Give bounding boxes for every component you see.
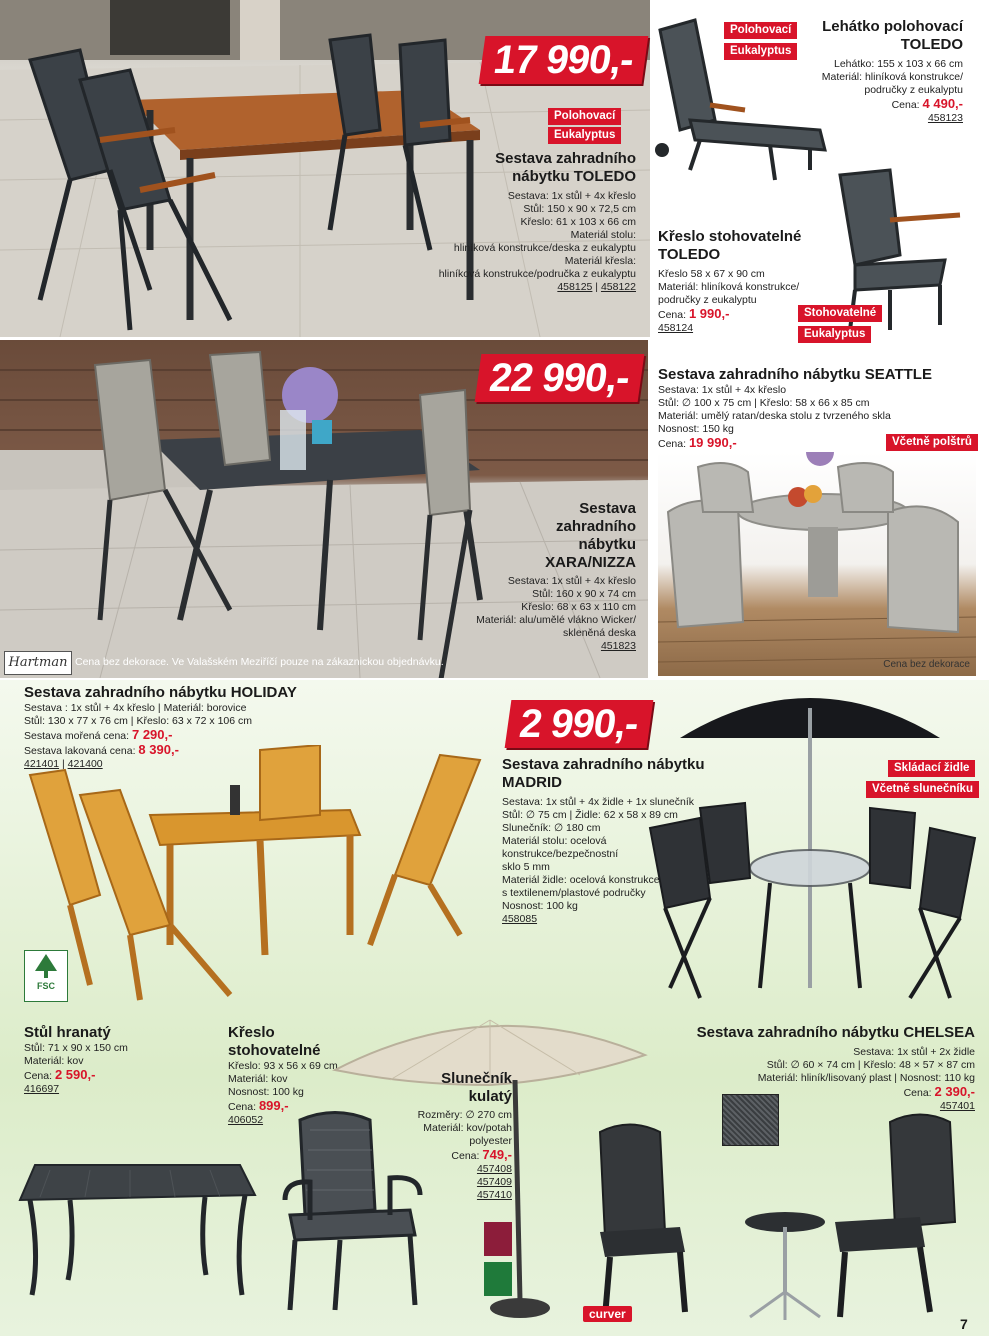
toledo-set-detail: hliníková konstrukce/područka z eukalyptu	[438, 268, 636, 280]
curver-logo: curver	[583, 1306, 632, 1322]
chair-title-1: Křeslo	[228, 1024, 275, 1041]
umbrella-code[interactable]: 457409	[476, 1176, 512, 1188]
holiday-price2: 8 390,-	[138, 742, 179, 757]
xara-price: 22 990,-	[475, 354, 645, 402]
chair-detail: Materiál: kov	[228, 1073, 288, 1085]
seattle-detail: Nosnost: 150 kg	[658, 423, 734, 435]
hartman-logo: Hartman	[4, 651, 72, 675]
toledo-set-detail: Materiál stolu:	[570, 229, 636, 241]
umbrella-code[interactable]: 457408	[476, 1163, 512, 1175]
toledo-chair-detail: područky z eukalyptu	[658, 294, 757, 306]
umbrella-title-2: kulatý	[468, 1088, 512, 1105]
chelsea-price-label: Cena:	[903, 1087, 932, 1099]
seattle-price-label: Cena:	[658, 438, 687, 450]
madrid-detail: Slunečník: ∅ 180 cm	[502, 822, 601, 834]
seattle-title: Sestava zahradního nábytku SEATTLE	[658, 366, 932, 383]
chelsea-code[interactable]: 457401	[939, 1100, 975, 1112]
umbrella-detail: polyester	[469, 1135, 512, 1147]
chelsea-title: Sestava zahradního nábytku CHELSEA	[696, 1024, 975, 1041]
umbrella-swatch-burgundy[interactable]	[484, 1222, 512, 1256]
toledo-set-text: Sestava zahradního nábytku TOLEDO Sestava: 1x stůl + 4x křeslo Stůl: 150 x 90 x 72,5 cm Křeslo: 61 x 103 x 66 cm Materiál stolu: hliníková konstrukce/deska z eukalyptu Materiál křesla: hliníková konstrukce/područka z eukalyptu 458125 | 458122	[390, 150, 636, 294]
holiday-detail: Stůl: 130 x 77 x 76 cm | Křeslo: 63 x 72 x 106 cm	[24, 715, 253, 727]
madrid-photo	[640, 668, 985, 1018]
xara-detail: Sestava: 1x stůl + 4x křeslo	[507, 575, 636, 587]
holiday-price1: 7 290,-	[131, 727, 173, 742]
toledo-set-price: 17 990,-	[479, 36, 649, 84]
xara-title: nábytku	[578, 536, 636, 553]
chair-price: 899,-	[258, 1098, 289, 1113]
xara-title: zahradního	[555, 518, 636, 535]
toledo-set-tag-reclining: Polohovací	[548, 108, 621, 125]
fsc-label: FSC	[37, 981, 55, 991]
holiday-price2-label: Sestava lakovaná cena:	[24, 745, 136, 757]
madrid-detail: Stůl: ∅ 75 cm | Židle: 62 x 58 x 89 cm	[502, 809, 678, 821]
seattle-detail: Sestava: 1x stůl + 4x křeslo	[658, 384, 787, 396]
toledo-set-title-2: nábytku TOLEDO	[512, 168, 636, 185]
page-number: 7	[960, 1316, 968, 1332]
table-price-label: Cena:	[24, 1070, 53, 1082]
holiday-photo	[20, 745, 500, 1005]
lounger-code[interactable]: 458123	[927, 112, 963, 124]
xara-detail: Stůl: 160 x 90 x 74 cm	[532, 588, 636, 600]
chair-detail: Křeslo: 93 x 56 x 69 cm	[228, 1060, 338, 1072]
seattle-tag-cushions: Včetně polštrů	[886, 434, 978, 451]
holiday-price1-label: Sestava mořená cena:	[24, 730, 130, 742]
seattle-note: Cena bez dekorace	[883, 659, 970, 670]
lounger-text	[760, 18, 963, 125]
lounger-detail: Materiál: hliníková konstrukce/	[821, 71, 963, 83]
umbrella-detail: Rozměry: ∅ 270 cm	[417, 1109, 512, 1121]
chelsea-price: 2 390,-	[934, 1084, 975, 1099]
toledo-set-detail: Sestava: 1x stůl + 4x křeslo	[507, 190, 636, 202]
chelsea-detail: Sestava: 1x stůl + 2x židle	[853, 1046, 975, 1058]
table-detail: Stůl: 71 x 90 x 150 cm	[24, 1042, 128, 1054]
chair-code[interactable]: 406052	[228, 1114, 264, 1126]
chelsea-detail: Materiál: hliník/lisovaný plast | Nosnost: 110 kg	[757, 1072, 975, 1084]
toledo-set-title-1: Sestava zahradního	[495, 150, 636, 167]
madrid-tag-folding: Skládací židle	[888, 760, 975, 777]
toledo-chair-code[interactable]: 458124	[658, 322, 694, 334]
toledo-set-code-1[interactable]: 458125	[557, 281, 593, 293]
toledo-chair-title-1: Křeslo stohovatelné	[658, 228, 802, 245]
xara-detail: skleněná deska	[563, 627, 636, 639]
toledo-set-tag-eucalyptus: Eukalyptus	[548, 127, 621, 144]
table-text	[24, 1024, 204, 1096]
chelsea-text	[600, 1024, 975, 1113]
lounger-title-2: TOLEDO	[900, 36, 963, 53]
madrid-detail: Materiál židle: ocelová konstrukce	[502, 874, 660, 886]
madrid-detail: sklo 5 mm	[502, 861, 550, 873]
madrid-tag-umbrella: Včetně slunečníku	[866, 781, 979, 798]
xara-title: XARA/NIZZA	[545, 554, 636, 571]
lounger-price-label: Cena:	[891, 99, 920, 111]
umbrella-price: 749,-	[482, 1147, 512, 1162]
umbrella-title-1: Slunečník	[441, 1070, 512, 1087]
umbrella-price-label: Cena:	[451, 1150, 480, 1162]
xara-detail: Křeslo: 68 x 63 x 110 cm	[521, 601, 636, 613]
lounger-detail: Lehátko: 155 x 103 x 66 cm	[834, 58, 963, 70]
lounger-tag-reclining: Polohovací	[724, 22, 797, 39]
madrid-detail: Sestava: 1x stůl + 4x židle + 1x slunečník	[502, 796, 695, 808]
madrid-code[interactable]: 458085	[502, 913, 538, 925]
xara-code[interactable]: 451823	[600, 640, 636, 652]
madrid-detail: s textilenem/plastové područky	[502, 887, 646, 899]
holiday-detail: Sestava : 1x stůl + 4x křeslo | Materiál: borovice	[24, 702, 247, 714]
xara-detail: Materiál: alu/umělé vlákno Wicker/	[476, 614, 636, 626]
toledo-chair-price: 1 990,-	[688, 306, 730, 321]
chair-title-2: stohovatelné	[228, 1042, 321, 1059]
chelsea-photo	[590, 1112, 975, 1322]
toledo-chair-price-label: Cena:	[658, 309, 687, 321]
chelsea-detail: Stůl: ∅ 60 × 74 cm | Křeslo: 48 × 57 × 87 cm	[766, 1059, 975, 1071]
xara-title: Sestava	[579, 500, 636, 517]
umbrella-swatch-green[interactable]	[484, 1262, 512, 1296]
toledo-set-detail: hliníková konstrukce/deska z eukalyptu	[453, 242, 636, 254]
holiday-code-1[interactable]: 421401	[24, 758, 60, 770]
lounger-price: 4 490,-	[922, 96, 963, 111]
umbrella-detail: Materiál: kov/potah	[423, 1122, 512, 1134]
table-price: 2 590,-	[54, 1067, 96, 1082]
table-code[interactable]: 416697	[24, 1083, 60, 1095]
madrid-title-2: MADRID	[502, 774, 562, 791]
madrid-title-1: Sestava zahradního nábytku	[502, 756, 705, 773]
lounger-detail: područky z eukalyptu	[864, 84, 963, 96]
seattle-detail: Materiál: umělý ratan/deska stolu z tvrzeného skla	[658, 410, 891, 422]
table-title: Stůl hranatý	[24, 1024, 111, 1041]
toledo-set-detail: Stůl: 150 x 90 x 72,5 cm	[523, 203, 636, 215]
toledo-chair-detail: Materiál: hliníková konstrukce/	[658, 281, 800, 293]
table-photo	[10, 1155, 265, 1305]
toledo-chair-title-2: TOLEDO	[658, 246, 721, 263]
toledo-set-detail: Křeslo: 61 x 103 x 66 cm	[520, 216, 636, 228]
madrid-detail: konstrukce/bezpečnostní	[502, 848, 619, 860]
xara-text	[420, 500, 636, 653]
table-detail: Materiál: kov	[24, 1055, 84, 1067]
toledo-set-detail: Materiál křesla:	[564, 255, 636, 267]
umbrella-text	[390, 1070, 512, 1202]
seattle-price: 19 990,-	[688, 435, 737, 450]
lounger-tag-eucalyptus: Eukalyptus	[724, 43, 797, 60]
chair-detail: Nosnost: 100 kg	[228, 1086, 304, 1098]
xara-note: Cena bez dekorace. Ve Valašském Meziříčí pouze na zákaznickou objednávku.	[75, 656, 444, 668]
holiday-text: Sestava zahradního nábytku HOLIDAY Sestava : 1x stůl + 4x křeslo | Materiál: borovice Stůl: 130 x 77 x 76 cm | Křeslo: 63 x 72 x 106 cm Sestava mořená cena: 7 290,- Sestava lakovaná cena: 8 390,- 421401 | 421400	[24, 684, 424, 771]
holiday-title: Sestava zahradního nábytku HOLIDAY	[24, 684, 297, 701]
toledo-set-code-2[interactable]: 458122	[600, 281, 636, 293]
umbrella-code[interactable]: 457410	[476, 1189, 512, 1201]
fsc-logo	[24, 950, 68, 1002]
madrid-price: 2 990,-	[505, 700, 653, 748]
toledo-chair-tag-stackable: Stohovatelné	[798, 305, 882, 322]
seattle-photo	[658, 452, 976, 676]
chair-price-label: Cena:	[228, 1101, 257, 1113]
toledo-chair-tag-eucalyptus: Eukalyptus	[798, 326, 871, 343]
holiday-code-2[interactable]: 421400	[67, 758, 103, 770]
madrid-detail: Nosnost: 100 kg	[502, 900, 578, 912]
madrid-detail: Materiál stolu: ocelová	[502, 835, 607, 847]
seattle-detail: Stůl: ∅ 100 x 75 cm | Křeslo: 58 x 66 x 85 cm	[658, 397, 870, 409]
toledo-chair-detail: Křeslo 58 x 67 x 90 cm	[658, 268, 765, 280]
lounger-title-1: Lehátko polohovací	[822, 18, 963, 35]
